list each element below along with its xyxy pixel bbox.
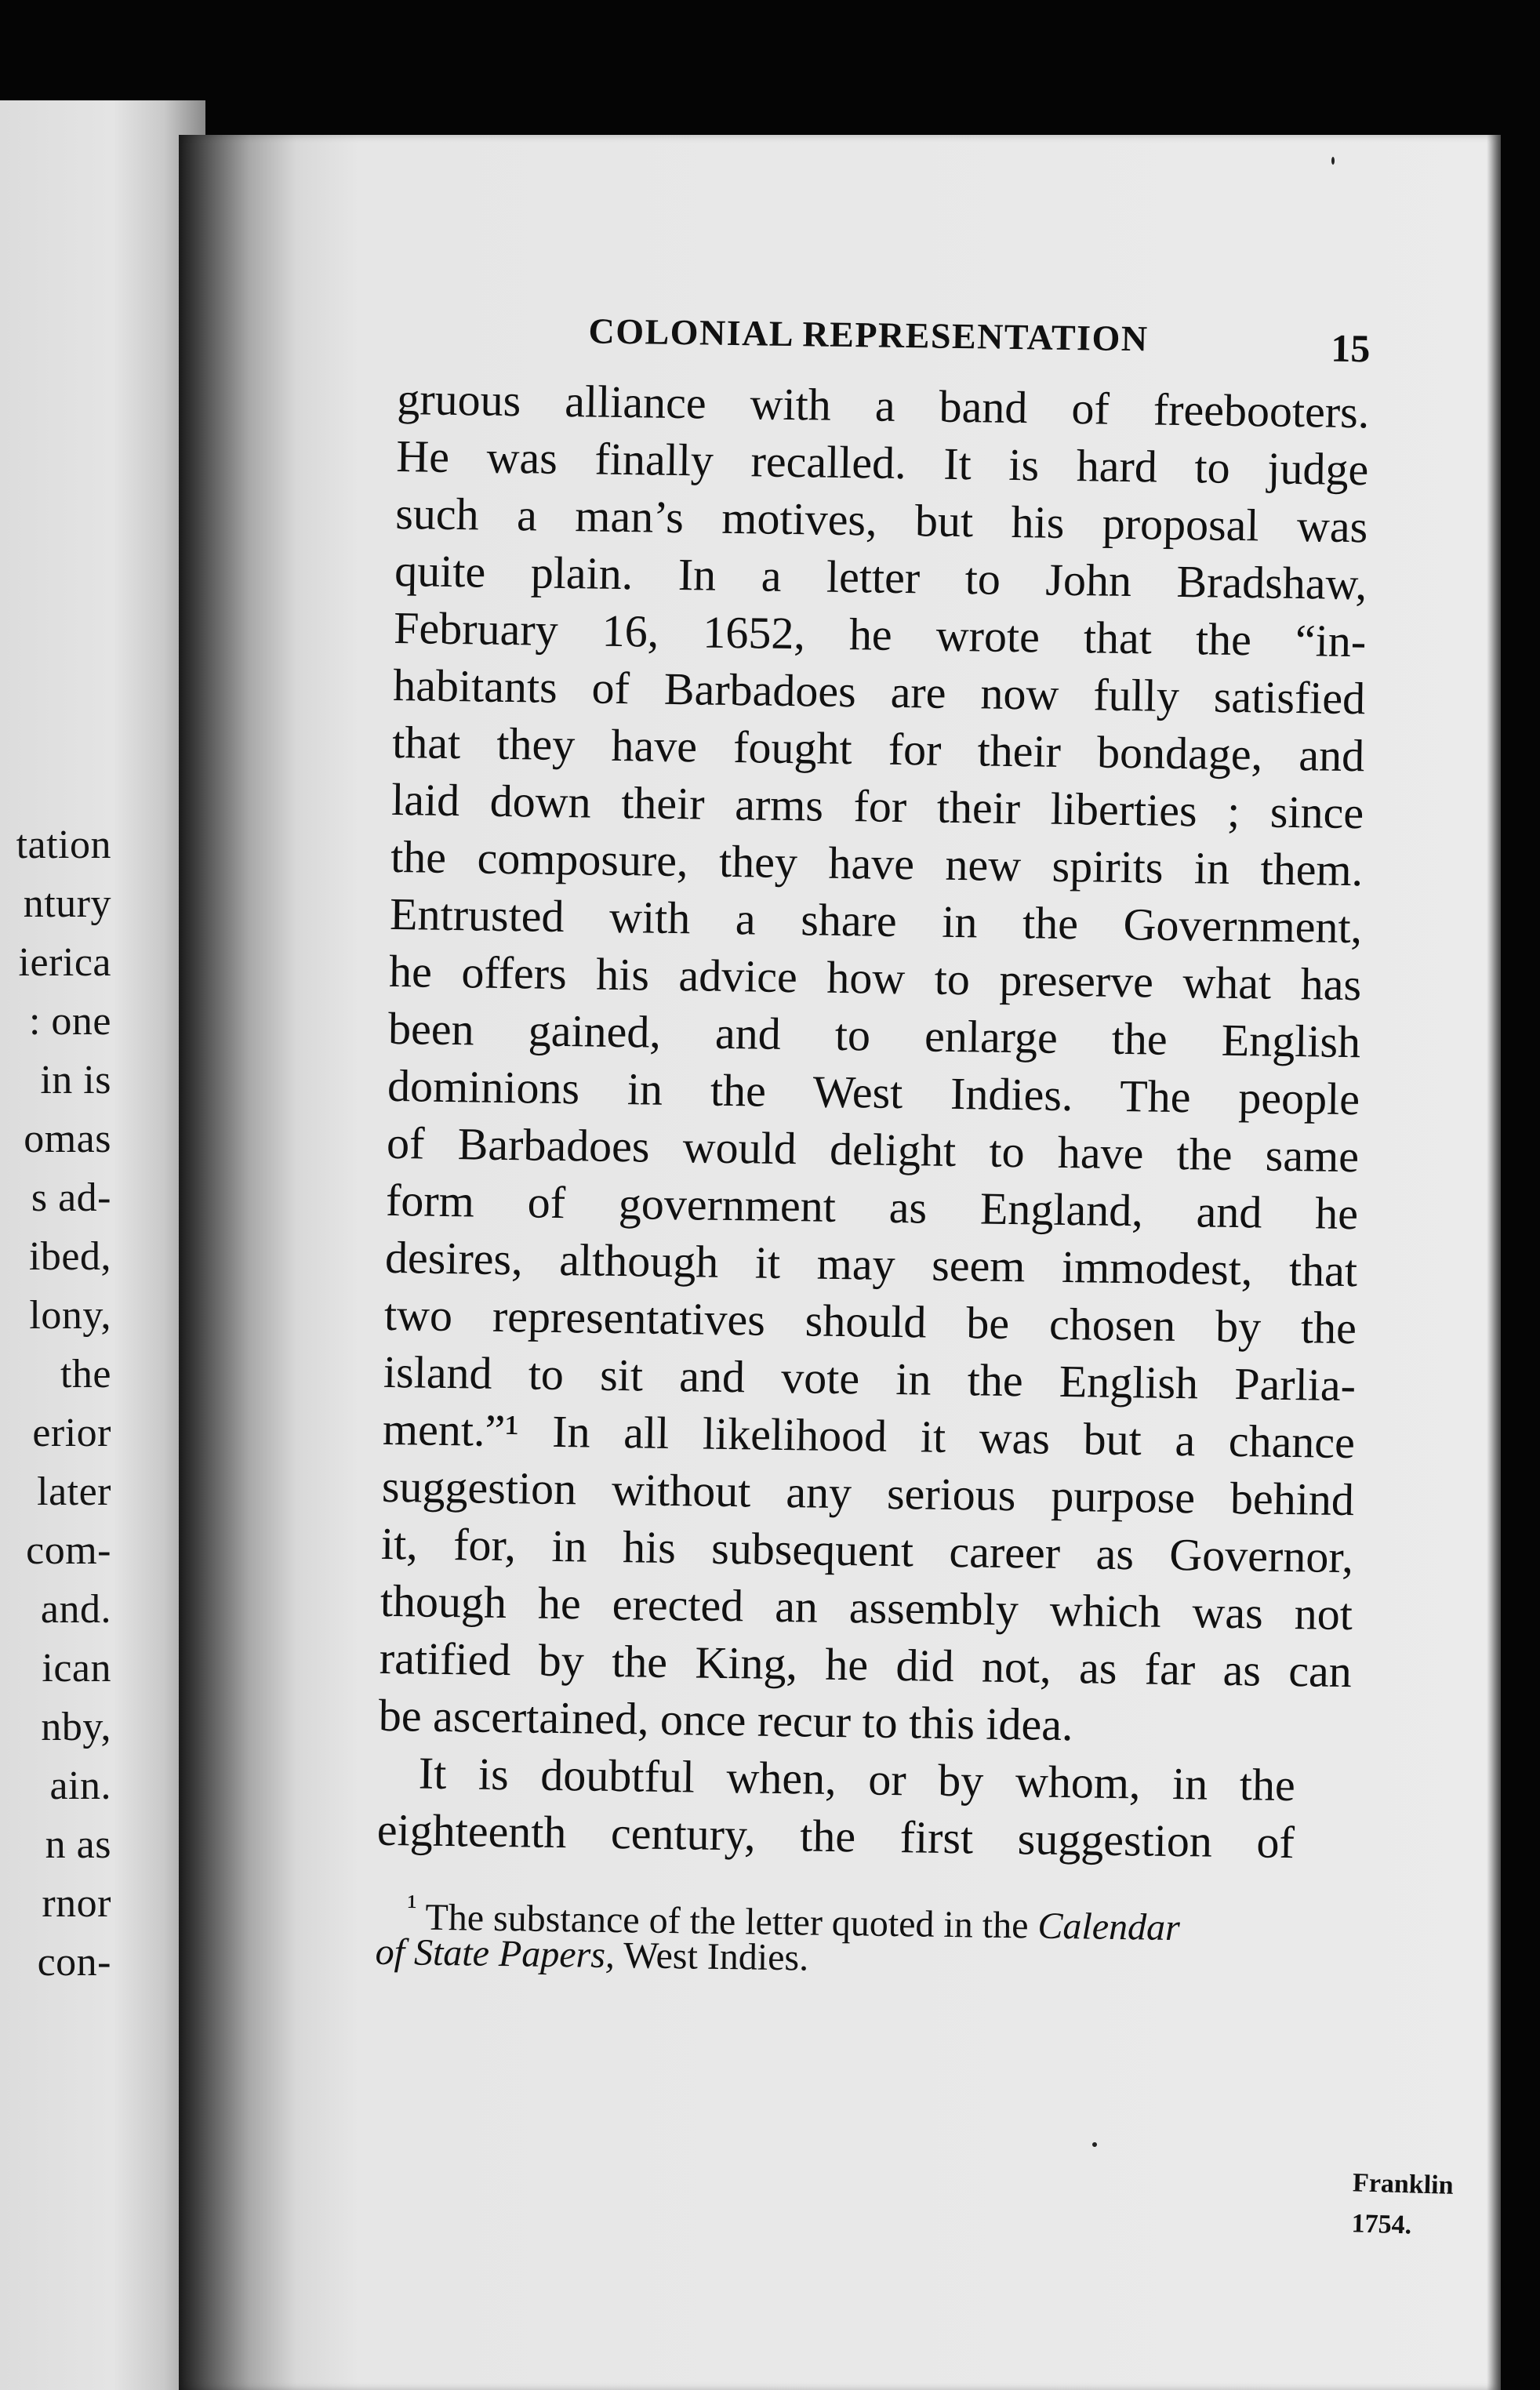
facing-line: lony, — [29, 1293, 111, 1338]
text-line: laid down their arms for their liberties ; since — [390, 773, 1364, 839]
facing-line: tation — [16, 823, 111, 867]
text-line: February 16, 1652, he wrote that the “in- — [393, 601, 1367, 667]
text-line: gruous alliance with a band of freebooters. — [396, 372, 1370, 438]
text-line: two representatives should be chosen by the — [383, 1288, 1357, 1354]
text-line: it, for, in his subsequent career as Governor, — [380, 1517, 1354, 1583]
text-line: been gained, and to enlarge the English — [387, 1002, 1361, 1068]
facing-line: in is — [40, 1058, 111, 1102]
text-line: the composure, they have new spirits in them. — [390, 830, 1364, 896]
facing-line: ibed, — [28, 1234, 111, 1279]
footnote-italic-title: of State Papers, — [375, 1931, 616, 1977]
body-paragraph — [378, 370, 1369, 1757]
text-line: dominions in the West Indies. The people — [387, 1059, 1360, 1125]
footnote-italic-title: Calendar — [1037, 1905, 1181, 1949]
text-line: of Barbadoes would delight to have the same — [386, 1117, 1360, 1182]
text-line: Entrusted with a share in the Government, — [389, 888, 1363, 953]
text-line: be ascertained, once recur to this idea. — [378, 1689, 1074, 1751]
text-line: ment.”¹ In all likelihood it was but a chance — [382, 1403, 1356, 1469]
text-line: he offers his advice how to preserve what has — [388, 945, 1362, 1011]
main-page — [179, 135, 1501, 2390]
facing-line: con- — [37, 1940, 111, 1985]
text-line: habitants of Barbadoes are now fully satisfied — [392, 659, 1366, 725]
scan-speck — [1331, 157, 1335, 165]
text-line: eighteenth century, the first suggestion of — [376, 1803, 1295, 1869]
text-line: quite plain. In a letter to John Bradshaw, — [394, 544, 1367, 610]
text-line: island to sit and vote in the English Parlia- — [383, 1346, 1357, 1411]
facing-line: ican — [42, 1646, 111, 1691]
text-line: though he erected an assembly which was not — [380, 1575, 1353, 1640]
text-line: ratified by the King, he did not, as far as can — [379, 1632, 1353, 1698]
margin-note-label: Franklin — [1352, 2168, 1455, 2200]
footnote — [375, 1882, 1349, 1989]
facing-line: s ad- — [31, 1175, 111, 1220]
facing-line: n as — [45, 1822, 111, 1867]
text-line: desires, although it may seem immodest, that — [384, 1231, 1358, 1297]
text-block — [375, 307, 1455, 2240]
footnote-text: West Indies. — [623, 1934, 809, 1979]
facing-line: omas — [24, 1117, 111, 1161]
facing-line: com- — [26, 1528, 111, 1573]
facing-page-fragment — [0, 100, 205, 2390]
facing-line: ntury — [23, 881, 111, 926]
margin-note-year: 1754. — [1351, 2209, 1412, 2240]
facing-line: nby, — [41, 1705, 111, 1749]
page-number: 15 — [1331, 325, 1371, 371]
text-line: such a man’s motives, but his proposal was — [394, 487, 1368, 553]
facing-line: the — [60, 1352, 111, 1397]
facing-line: : one — [28, 999, 111, 1044]
text-line: It is doubtful when, or by whom, in the — [418, 1747, 1296, 1811]
text-line: that they have fought for their bondage, and — [391, 716, 1365, 782]
text-line: suggestion without any serious purpose behind — [381, 1460, 1355, 1526]
text-line: form of government as England, and he — [385, 1174, 1359, 1240]
footnote-text: The substance of the letter quoted in the — [425, 1896, 1029, 1947]
running-head-title: COLONIAL REPRESENTATION — [588, 311, 1149, 359]
facing-line: rnor — [42, 1881, 111, 1926]
body-paragraph — [376, 1744, 1295, 1871]
facing-line: ierica — [18, 940, 111, 985]
facing-line: ain. — [49, 1763, 111, 1808]
facing-line: later — [37, 1469, 111, 1514]
footnote-marker: ¹ — [407, 1887, 417, 1923]
scan-speck — [1092, 2142, 1097, 2147]
text-line: He was finally recalled. It is hard to judge — [395, 430, 1369, 496]
facing-line: and. — [40, 1587, 111, 1632]
facing-line: erior — [32, 1411, 111, 1455]
margin-note — [1351, 2163, 1454, 2247]
